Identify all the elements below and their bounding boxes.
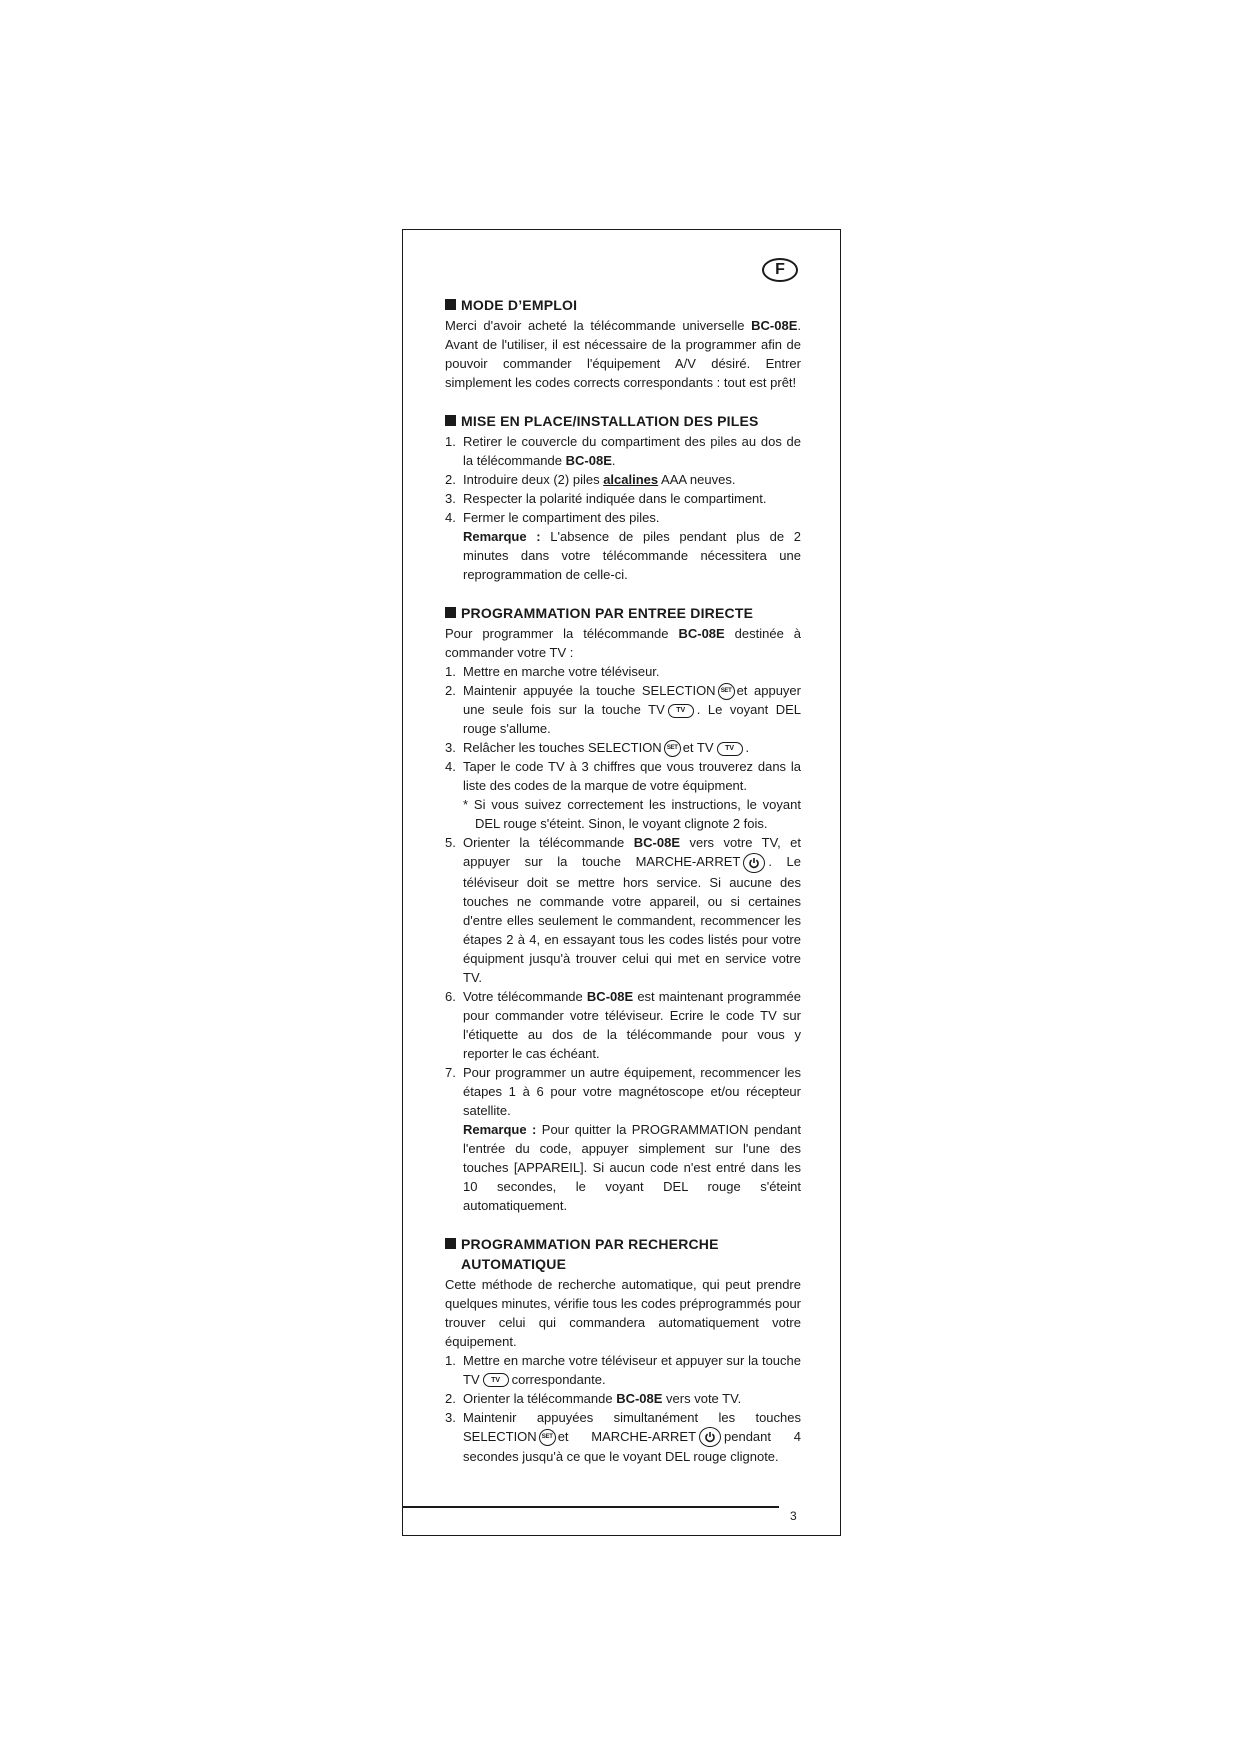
bullet-square-icon — [445, 415, 456, 426]
tv-button-icon: TV — [668, 704, 694, 718]
list-item: 4. Taper le code TV à 3 chiffres que vous trouverez dans la liste des codes de la marque de votre équipment. — [445, 759, 801, 794]
intro-paragraph: Merci d'avoir acheté la télécommande universelle BC-08E. Avant de l'utiliser, il est nécessaire de la programmer afin de pouvoir commander l'équipement A/V désiré. Entrer simplement les codes corrects correspondants : tout est prêt! — [445, 318, 801, 390]
section-heading-piles: MISE EN PLACE/INSTALLATION DES PILES — [445, 411, 801, 431]
star-note: * Si vous suivez correctement les instructions, le voyant DEL rouge s'éteint. Sinon, le voyant clignote 2 fois. — [463, 797, 801, 832]
bullet-square-icon — [445, 607, 456, 618]
power-button-icon — [743, 853, 765, 873]
auto-search-intro: Cette méthode de recherche automatique, qui peut prendre quelques minutes, vérifie tous les codes préprogrammés pour trouver celui qui commandera automatiquement votre équipement. — [445, 1276, 801, 1349]
direct-entry-intro: Pour programmer la télécommande BC-08E destinée à commander votre TV : — [445, 626, 802, 660]
list-item: 2. Orienter la télécommande BC-08E vers vote TV. — [445, 1390, 742, 1406]
list-item: 3. Maintenir appuyées simultanément les touches SELECTION SET et MARCHE-ARRET pendant 4 secondes jusqu'à ce que le voyant DEL rouge clignote. — [445, 1409, 801, 1465]
list-item: 6. Votre télécommande BC-08E est maintenant programmée pour commander votre téléviseur. Ecrire le code TV sur l'étiquette au dos de la télécommande pour vous y reporter le cas échéant. — [445, 988, 801, 1061]
list-item: 2. Maintenir appuyée la touche SELECTION SET et appuyer une seule fois sur la touche TV TV . Le voyant DEL rouge s'allume. — [445, 683, 801, 737]
list-item: 7. Pour programmer un autre équipement, recommencer les étapes 1 à 6 pour votre magnétoscope et/ou récepteur satellite. — [445, 1064, 801, 1118]
list-item: 1. Mettre en marche votre téléviseur. — [445, 664, 660, 679]
footer-rule — [402, 1506, 779, 1508]
list-item: 1. Retirer le couvercle du compartiment des piles au dos de la télécommande BC-08E. — [445, 434, 801, 468]
set-button-icon: SET — [539, 1429, 556, 1446]
battery-note: Remarque : L'absence de piles pendant plus de 2 minutes dans votre télécommande nécessitera une reprogrammation de celle-ci. — [463, 529, 801, 582]
set-button-icon: SET — [664, 740, 681, 757]
section-heading-mode-emploi: MODE D’EMPLOI — [445, 295, 801, 315]
language-badge: F — [762, 258, 798, 282]
list-item: 2. Introduire deux (2) piles alcalines AAA neuves. — [445, 472, 736, 487]
page-number: 3 — [790, 1509, 797, 1523]
list-item: 4. Fermer le compartiment des piles. — [445, 510, 660, 525]
auto-search-steps-list — [445, 1351, 801, 1467]
section-heading-entree-directe: PROGRAMMATION PAR ENTREE DIRECTE — [445, 603, 801, 623]
direct-entry-steps-list-cont — [445, 833, 801, 1120]
section-heading-recherche-auto: PROGRAMMATION PAR RECHERCHE AUTOMATIQUE — [445, 1234, 801, 1274]
bullet-square-icon — [445, 299, 456, 310]
set-button-icon: SET — [718, 683, 735, 700]
list-item: 3. Respecter la polarité indiquée dans le compartiment. — [445, 491, 767, 506]
battery-steps-list — [445, 432, 801, 527]
bullet-square-icon — [445, 1238, 456, 1249]
tv-button-icon: TV — [483, 1373, 509, 1387]
list-item: 1. Mettre en marche votre téléviseur et appuyer sur la touche TV TV correspondante. — [445, 1352, 801, 1387]
tv-button-icon: TV — [717, 742, 743, 756]
power-button-icon — [699, 1427, 721, 1447]
direct-entry-note: Remarque : Pour quitter la PROGRAMMATION pendant l'entrée du code, appuyer simplement sur l'une des touches [APPAREIL]. Si aucun code n'est entré dans les 10 secondes, le voyant DEL rouge s'éteint automatiquement. — [463, 1121, 801, 1213]
list-item: 5. Orienter la télécommande BC-08E vers votre TV, et appuyer sur la touche MARCHE-ARRET . Le téléviseur doit se mettre hors service. Si aucune des touches ne commande votre appareil, ou si certaines d'entre elles seulement le commandent, recommencer les étapes 2 à 4, en essayant tous les codes listés pour votre équipment jusqu'à trouver celui qui met en service votre TV. — [445, 835, 802, 985]
list-item: 3. Relâcher les touches SELECTION SET et TV TV . — [445, 738, 801, 757]
manual-content — [445, 295, 801, 1466]
direct-entry-steps-list — [445, 662, 801, 795]
